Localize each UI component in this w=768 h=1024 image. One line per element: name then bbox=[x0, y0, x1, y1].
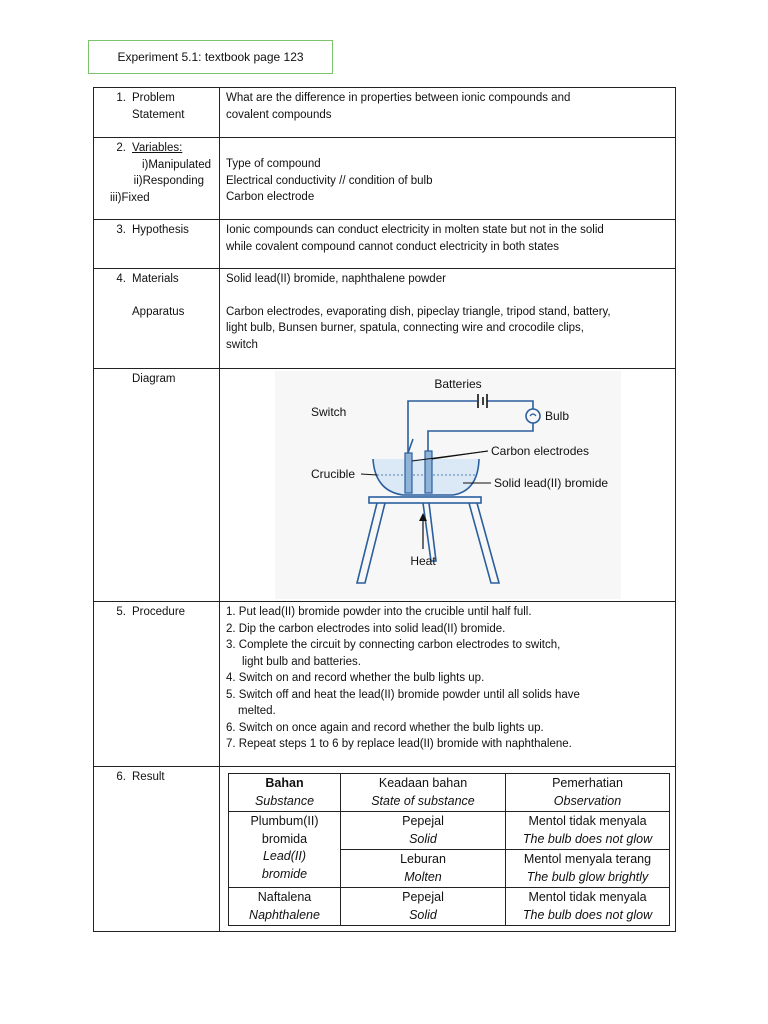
row-diagram bbox=[94, 369, 676, 602]
variables-label-cell bbox=[94, 138, 220, 220]
fixed-value: Carbon electrode bbox=[226, 191, 315, 203]
result-row-naphthalene bbox=[229, 888, 670, 926]
row-variables bbox=[94, 138, 676, 220]
result-header-row bbox=[229, 774, 670, 812]
manipulated-label: i)Manipulated bbox=[141, 158, 211, 171]
result-label: Result bbox=[132, 771, 165, 783]
problem-content-cell bbox=[220, 88, 676, 138]
procedure-step-1: 1. Put lead(II) bromide powder into the crucible until half full. bbox=[226, 606, 532, 618]
procedure-step-7: 7. Repeat steps 1 to 6 by replace lead(II) bromide with naphthalene. bbox=[226, 738, 572, 750]
hypothesis-number: 3. bbox=[116, 224, 126, 236]
materials-number: 4. bbox=[116, 273, 126, 285]
procedure-content-cell bbox=[220, 602, 676, 767]
label-switch: Switch bbox=[310, 405, 346, 419]
cell-lead-molten-state: Leburan Molten bbox=[341, 850, 506, 888]
problem-text-line-2: covalent compounds bbox=[226, 108, 332, 121]
procedure-step-4: 4. Switch on and record whether the bulb lights up. bbox=[226, 672, 485, 684]
row-hypothesis bbox=[94, 220, 676, 269]
statement-label: Statement bbox=[132, 108, 185, 121]
label-solid-lead-bromide: Solid lead(II) bromide bbox=[493, 476, 608, 490]
header-substance: Bahan Substance bbox=[229, 774, 341, 812]
apparatus-diagram bbox=[273, 371, 623, 599]
procedure-step-5: 5. Switch off and heat the lead(II) bromide powder until all solids have bbox=[226, 688, 580, 701]
variables-number: 2. bbox=[116, 142, 126, 154]
procedure-step-3-cont: light bulb and batteries. bbox=[242, 655, 361, 668]
label-batteries: Batteries bbox=[433, 377, 482, 391]
result-table bbox=[228, 773, 670, 926]
apparatus-label: Apparatus bbox=[132, 305, 185, 318]
problem-text-line-1: What are the difference in properties between ionic compounds and bbox=[226, 92, 571, 104]
right-electrode bbox=[425, 451, 432, 493]
materials-value: Solid lead(II) bromide, naphthalene powder bbox=[226, 273, 446, 285]
problem-label: Problem bbox=[132, 92, 175, 104]
problem-label-cell bbox=[94, 88, 220, 138]
result-content-cell bbox=[220, 767, 676, 932]
hypothesis-text-line-2: while covalent compound cannot conduct electricity in both states bbox=[226, 240, 560, 253]
label-carbon-electrodes: Carbon electrodes bbox=[490, 444, 589, 458]
apparatus-line-1: Carbon electrodes, evaporating dish, pipeclay triangle, tripod stand, battery, bbox=[226, 305, 611, 318]
procedure-step-5-cont: melted. bbox=[238, 705, 276, 717]
apparatus-line-3: switch bbox=[226, 338, 258, 351]
procedure-step-6: 6. Switch on once again and record whether the bulb lights up. bbox=[226, 721, 544, 734]
header-state: Keadaan bahan State of substance bbox=[341, 774, 506, 812]
variables-content-cell bbox=[220, 138, 676, 220]
procedure-step-3: 3. Complete the circuit by connecting carbon electrodes to switch, bbox=[226, 639, 561, 651]
cell-lead-bromide: Plumbum(II) bromida Lead(II) bromide bbox=[229, 812, 341, 888]
left-electrode bbox=[405, 453, 412, 493]
diagram-label: Diagram bbox=[132, 373, 176, 385]
problem-number: 1. bbox=[116, 92, 126, 104]
experiment-title-box bbox=[88, 40, 333, 74]
header-observation: Pemerhatian Observation bbox=[506, 774, 670, 812]
cell-naphthalene-state: Pepejal Solid bbox=[341, 888, 506, 926]
procedure-step-2: 2. Dip the carbon electrodes into solid lead(II) bromide. bbox=[226, 622, 506, 635]
row-problem-statement bbox=[94, 88, 676, 138]
label-crucible: Crucible bbox=[310, 467, 355, 481]
experiment-title: Experiment 5.1: textbook page 123 bbox=[117, 50, 304, 64]
hypothesis-text-line-1: Ionic compounds can conduct electricity in molten state but not in the solid bbox=[226, 224, 604, 236]
result-label-cell bbox=[94, 767, 220, 932]
label-heat: Heat bbox=[409, 554, 436, 568]
experiment-table bbox=[93, 87, 676, 932]
materials-label: Materials bbox=[132, 273, 179, 285]
manipulated-value: Type of compound bbox=[226, 158, 321, 170]
label-bulb: Bulb bbox=[544, 409, 569, 423]
variables-label: Variables: bbox=[132, 142, 183, 154]
row-result bbox=[94, 767, 676, 932]
fixed-label: iii)Fixed bbox=[110, 191, 150, 204]
row-materials bbox=[94, 269, 676, 369]
cell-lead-molten-observation: Mentol menyala terang The bulb glow brightly bbox=[506, 850, 670, 888]
result-number: 6. bbox=[116, 771, 126, 783]
hypothesis-content-cell bbox=[220, 220, 676, 269]
procedure-label: Procedure bbox=[132, 606, 186, 618]
responding-label: ii)Responding bbox=[133, 175, 204, 187]
diagram-cell bbox=[220, 369, 676, 602]
cell-lead-solid-observation: Mentol tidak menyala The bulb does not glow bbox=[506, 812, 670, 850]
materials-content-cell bbox=[220, 269, 676, 369]
cell-naphthalene: Naftalena Naphthalene bbox=[229, 888, 341, 926]
cell-naphthalene-observation: Mentol tidak menyala The bulb does not glow bbox=[506, 888, 670, 926]
diagram-label-cell bbox=[94, 369, 220, 602]
materials-label-cell bbox=[94, 269, 220, 369]
responding-value: Electrical conductivity // condition of bulb bbox=[226, 174, 433, 187]
procedure-number: 5. bbox=[116, 606, 126, 618]
cell-lead-solid-state: Pepejal Solid bbox=[341, 812, 506, 850]
apparatus-line-2: light bulb, Bunsen burner, spatula, connecting wire and crocodile clips, bbox=[226, 322, 584, 334]
hypothesis-label-cell bbox=[94, 220, 220, 269]
procedure-label-cell bbox=[94, 602, 220, 767]
hypothesis-label: Hypothesis bbox=[132, 224, 189, 236]
result-row-lead-solid bbox=[229, 812, 670, 850]
row-procedure bbox=[94, 602, 676, 767]
